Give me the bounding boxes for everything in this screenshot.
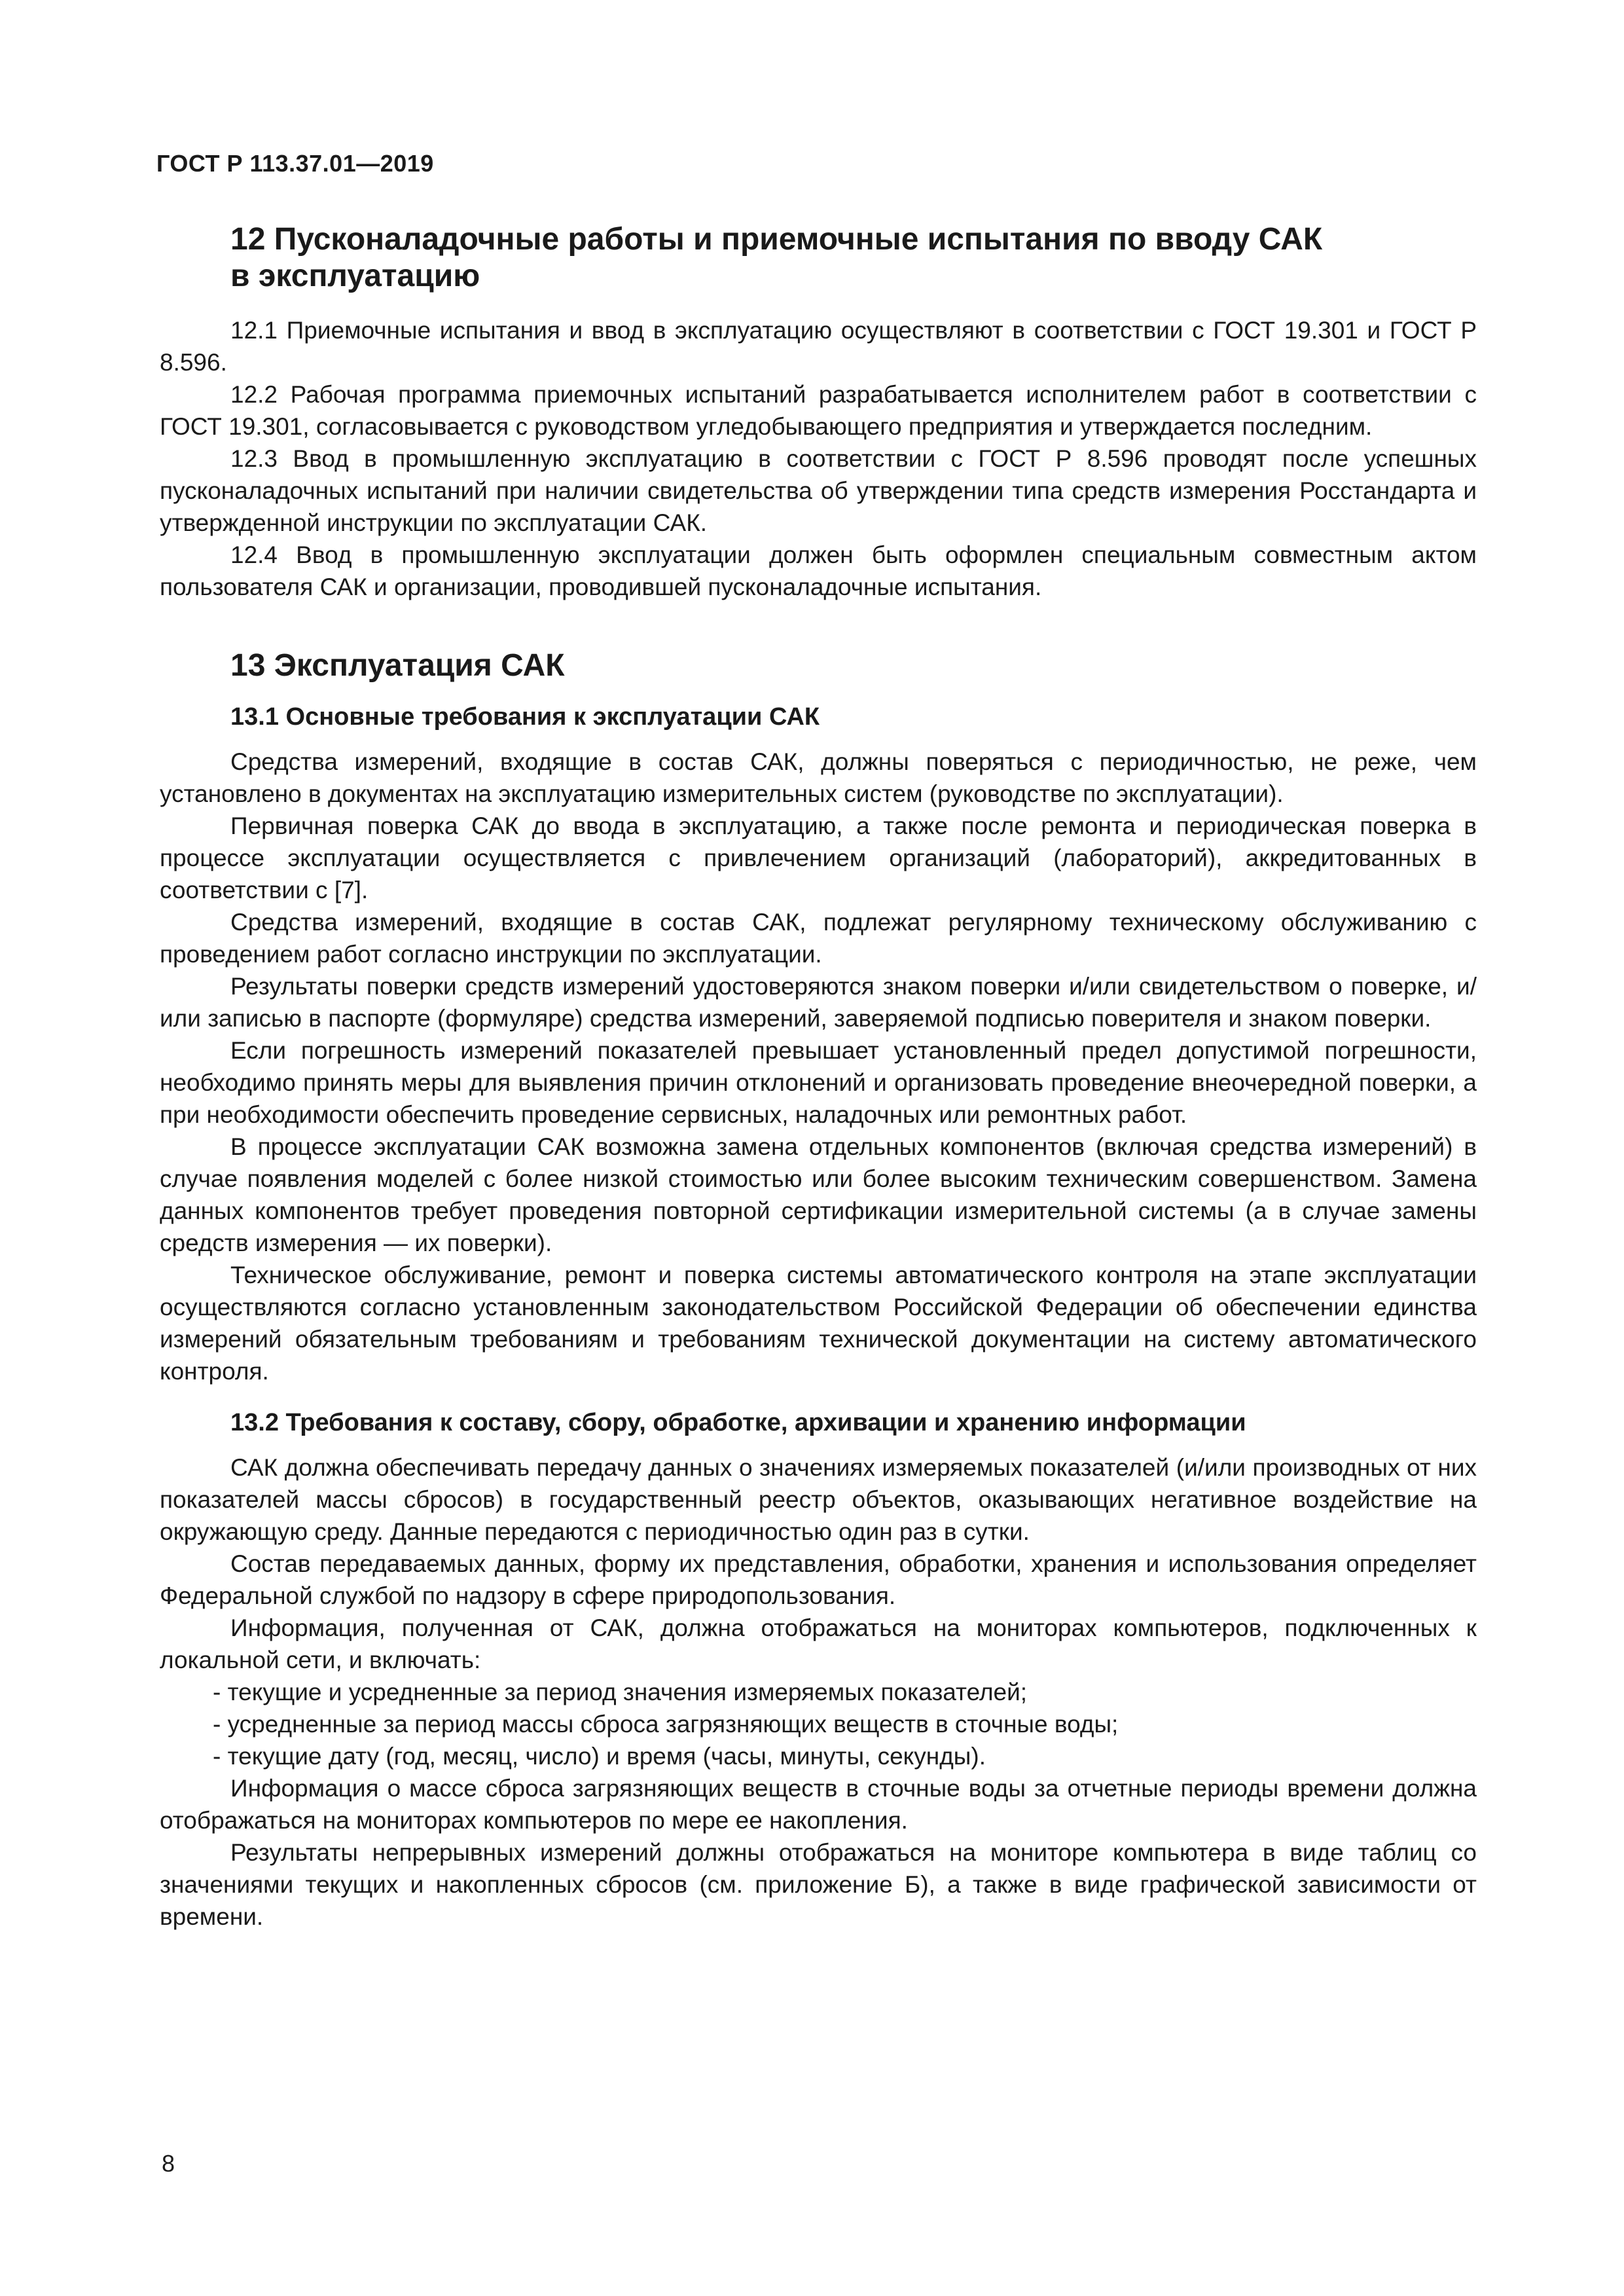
paragraph-12-2: 12.2 Рабочая программа приемочных испытаний разрабатывается исполнителем работ в соответствии с ГОСТ 19.301, согласовывается с руководством угледобывающего предприятия и утверждается последним. bbox=[160, 381, 1477, 440]
page-content bbox=[160, 221, 1477, 1933]
running-header: ГОСТ Р 113.37.01—2019 bbox=[156, 150, 434, 177]
list-item: - текущие дату (год, месяц, число) и время (часы, минуты, секунды). bbox=[213, 1743, 986, 1770]
section-12-body bbox=[160, 314, 1477, 603]
paragraph: Первичная поверка САК до ввода в эксплуатацию, а также после ремонта и периодическая поверка в процессе эксплуатации осуществляется с привлечением организаций (лабораторий), аккредитованных в соответствии с [7]. bbox=[160, 812, 1477, 903]
paragraph-12-4: 12.4 Ввод в промышленную эксплуатации должен быть оформлен специальным совместным актом пользователя САК и организации, проводившей пусконаладочные испытания. bbox=[160, 541, 1477, 600]
paragraph: Средства измерений, входящие в состав САК, подлежат регулярному техническому обслуживанию с проведением работ согласно инструкции по эксплуатации. bbox=[160, 909, 1477, 968]
paragraph: Средства измерений, входящие в состав САК, должны поверяться с периодичностью, не реже, чем установлено в документах на эксплуатацию измерительных систем (руководстве по эксплуатации). bbox=[160, 748, 1477, 807]
paragraph: Техническое обслуживание, ремонт и поверка системы автоматического контроля на этапе эксплуатации осуществляются согласно установленным законодательством Российской Федерации об обеспечении единства измерений обязательным требованиям и требованиям технической документации на систему автоматического контроля. bbox=[160, 1262, 1477, 1385]
paragraph: Состав передаваемых данных, форму их представления, обработки, хранения и использования определяет Федеральной службой по надзору в сфере природопользования. bbox=[160, 1550, 1477, 1609]
subsection-13-2-body bbox=[160, 1451, 1477, 1933]
list-item: - усредненные за период массы сброса загрязняющих веществ в сточные воды; bbox=[213, 1711, 1119, 1738]
paragraph: Информация о массе сброса загрязняющих веществ в сточные воды за отчетные периоды времени должна отображаться на мониторах компьютеров по мере ее накопления. bbox=[160, 1775, 1477, 1834]
paragraph: Результаты непрерывных измерений должны отображаться на мониторе компьютера в виде таблиц со значениями текущих и накопленных сбросов (см. приложение Б), а также в виде графической зависимости от времени. bbox=[160, 1839, 1477, 1930]
subsection-13-1-heading: 13.1 Основные требования к эксплуатации САК bbox=[230, 703, 820, 731]
section-12-heading-line1: 12 Пусконаладочные работы и приемочные испытания по вводу САК bbox=[230, 222, 1323, 257]
paragraph: В процессе эксплуатации САК возможна замена отдельных компонентов (включая средства измерений) в случае появления моделей с более низкой стоимостью или более высоким техническим совершенством. Замена данных компонентов требует проведения повторной сертификации измерительной системы (а в случае замены средств измерения — их поверки). bbox=[160, 1133, 1477, 1256]
paragraph: Результаты поверки средств измерений удостоверяются знаком поверки и/или свидетельством о поверке, и/или записью в паспорте (формуляре) средства измерений, заверяемой подписью поверителя и знаком поверки. bbox=[160, 973, 1477, 1032]
paragraph: Информация, полученная от САК, должна отображаться на мониторах компьютеров, подключенных к локальной сети, и включать: bbox=[160, 1614, 1477, 1673]
subsection-13-1-body bbox=[160, 746, 1477, 1387]
paragraph-12-3: 12.3 Ввод в промышленную эксплуатацию в соответствии с ГОСТ Р 8.596 проводят после успешных пусконаладочных испытаний при наличии свидетельства об утверждении типа средств измерения Росстандарта и утвержденной инструкции по эксплуатации САК. bbox=[160, 445, 1477, 536]
section-13-heading: 13 Эксплуатация САК bbox=[230, 648, 565, 683]
section-13 bbox=[160, 647, 1477, 1933]
section-12 bbox=[160, 221, 1477, 603]
page-number: 8 bbox=[162, 2150, 175, 2177]
list-item: - текущие и усредненные за период значения измеряемых показателей; bbox=[213, 1679, 1028, 1705]
subsection-13-2-heading: 13.2 Требования к составу, сбору, обработке, архивации и хранению информации bbox=[230, 1409, 1246, 1436]
section-12-heading-line2: в эксплуатацию bbox=[230, 259, 480, 293]
paragraph: САК должна обеспечивать передачу данных о значениях измеряемых показателей (и/или производных от них показателей массы сбросов) в государственный реестр объектов, оказывающих негативное воздействие на окружающую среду. Данные передаются с периодичностью один раз в сутки. bbox=[160, 1454, 1477, 1545]
section-12-heading bbox=[160, 221, 1477, 295]
paragraph-12-1: 12.1 Приемочные испытания и ввод в эксплуатацию осуществляют в соответствии с ГОСТ 19.301 и ГОСТ Р 8.596. bbox=[160, 317, 1477, 376]
paragraph: Если погрешность измерений показателей превышает установленный предел допустимой погрешности, необходимо принять меры для выявления причин отклонений и организовать проведение внеочередной поверки, а при необходимости обеспечить проведение сервисных, наладочных или ремонтных работ. bbox=[160, 1037, 1477, 1128]
